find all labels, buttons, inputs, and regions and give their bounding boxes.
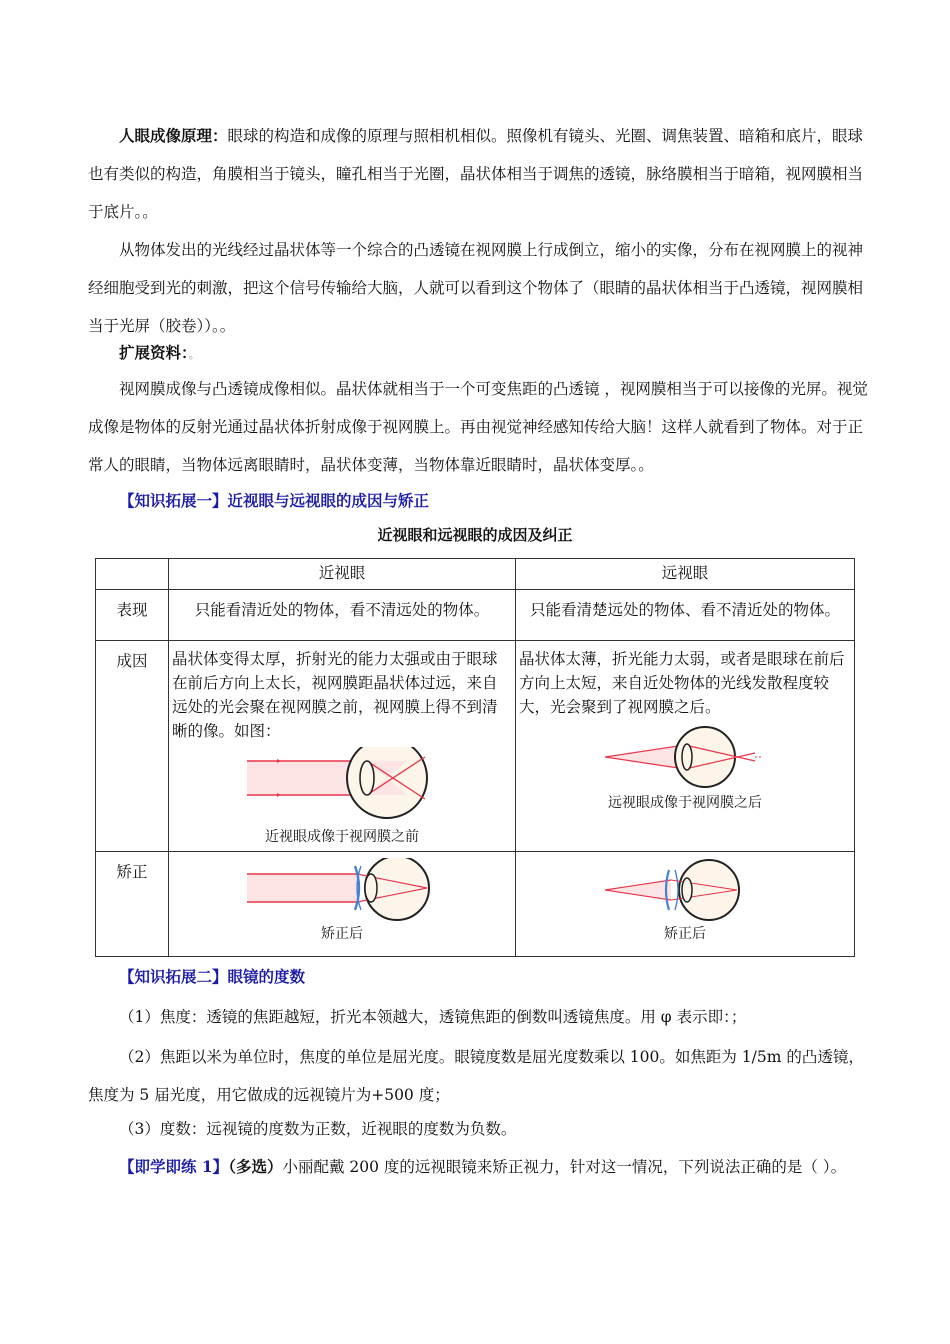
correction-near-cell: [169, 852, 516, 957]
myopia-correction-diagram: [247, 858, 437, 922]
cause-far-text: 晶状体太薄，折光能力太弱，或者是眼球在前后方向上太短，来自近处物体的光线发散程度较大，光会聚到了视网膜之后。: [519, 650, 845, 716]
symptom-near: 只能看清近处的物体，看不清远处的物体。: [169, 590, 516, 641]
correction-far-cell: [516, 852, 855, 957]
exercise-1: [88, 1148, 868, 1186]
cause-near-text: 晶状体变得太厚，折射光的能力太强或由于眼球在前后方向上太长，视网膜距晶状体过远，来自远处的光会聚在视网膜之前，视网膜上得不到清晰的像。如图：: [172, 650, 498, 740]
hyperopia-eye-diagram: [605, 723, 765, 791]
myopia-hyperopia-table: [95, 558, 855, 957]
table-row-symptom: [96, 590, 855, 641]
eye-imaging-mark: 。: [142, 203, 158, 221]
table-row-correction: [96, 852, 855, 957]
paragraph-eye-imaging: [88, 117, 868, 231]
table-row-cause: [96, 641, 855, 852]
exercise-text: 小丽配戴 200 度的远视眼镜来矫正视力，针对这一情况，下列说法正确的是（ ）。: [282, 1158, 847, 1176]
paragraph-k1-heading: [88, 482, 868, 520]
header-empty-cell: [96, 559, 169, 590]
paragraph-k2-heading: [88, 958, 868, 996]
cause-near-cell: [169, 641, 516, 852]
cause-label: 成因: [96, 641, 169, 852]
eye-imaging-lead: 人眼成像原理：: [119, 126, 228, 145]
k1-heading: 【知识拓展一】近视眼与远视眼的成因与矫正: [119, 491, 430, 510]
myopia-caption: 近视眼成像于视网膜之前: [265, 829, 419, 845]
header-far-cell: 远视眼: [516, 559, 855, 590]
symptom-label: 表现: [96, 590, 169, 641]
table-header-row: [96, 559, 855, 590]
light-path-mark: 。: [219, 317, 236, 335]
exercise-label: 【即学即练 1】: [119, 1157, 229, 1176]
header-near-cell: 近视眼: [169, 559, 516, 590]
k2-heading: 【知识拓展二】眼镜的度数: [119, 967, 306, 986]
ext-content-text: 视网膜成像与凸透镜成像相似。晶状体就相当于一个可变焦距的凸透镜 ，视网膜相当于可以接像的光屏。视觉成像是物体的反射光通过晶状体折射成像于视网膜上。再由视觉神经感知传给大脑！这样人就看到了物体。对于正常人的眼睛，当物体远离眼睛时，晶状体变薄，当物体靠近眼睛时，晶状体变厚。: [88, 380, 868, 474]
ext-heading: 扩展资料：: [119, 343, 189, 362]
symptom-far: 只能看清楚远处的物体、看不清近处的物体。: [516, 590, 855, 641]
myopia-correction-caption: 矫正后: [321, 926, 363, 942]
paragraph-light-path: [88, 231, 868, 345]
hyperopia-correction-caption: 矫正后: [664, 926, 706, 942]
hyperopia-correction-diagram: [605, 858, 765, 922]
exercise-tag: （多选）: [228, 1157, 283, 1176]
paragraph-ext-heading: [88, 334, 868, 374]
ext-content-mark: 。: [638, 456, 654, 474]
table-title: 近视眼和远视眼的成因及纠正: [377, 526, 573, 544]
item-diopter: （2）焦距以米为单位时，焦度的单位是屈光度。眼镜度数是屈光度数乘以 100。如焦距为 1/5m 的凸透镜，焦度为 5 届光度，用它做成的远视镜片为+500 度；: [88, 1048, 864, 1104]
light-path-text: 从物体发出的光线经过晶状体等一个综合的凸透镜在视网膜上行成倒立，缩小的实像，分布在视网膜上的视神经细胞受到光的刺激，把这个信号传输给大脑，人就可以看到这个物体了（眼睛的晶状体相当于凸透镜，视网膜相当于光屏（胶卷））。: [88, 241, 864, 335]
cause-far-cell: [516, 641, 855, 852]
item-focal-power: （1）焦度：透镜的焦距越短，折光本领越大，透镜焦距的倒数叫透镜焦度。用 φ 表示即：；: [119, 1008, 747, 1026]
myopia-eye-diagram: [247, 747, 437, 825]
eye-imaging-text: 眼球的构造和成像的原理与照相机相似。照像机有镜头、光圈、调焦装置、暗箱和底片，眼球也有类似的构造，角膜相当于镜头，瞳孔相当于光圈，晶状体相当于调焦的透镜，脉络膜相当于暗箱，视网膜相当于底片。: [88, 127, 864, 221]
correction-label: 矫正: [96, 852, 169, 957]
ext-heading-mark: 。: [188, 348, 200, 361]
item-degree: （3）度数：远视镜的度数为正数，近视眼的度数为负数。: [119, 1120, 517, 1138]
hyperopia-caption: 远视眼成像于视网膜之后: [608, 795, 762, 811]
paragraph-ext-content: [88, 370, 868, 484]
